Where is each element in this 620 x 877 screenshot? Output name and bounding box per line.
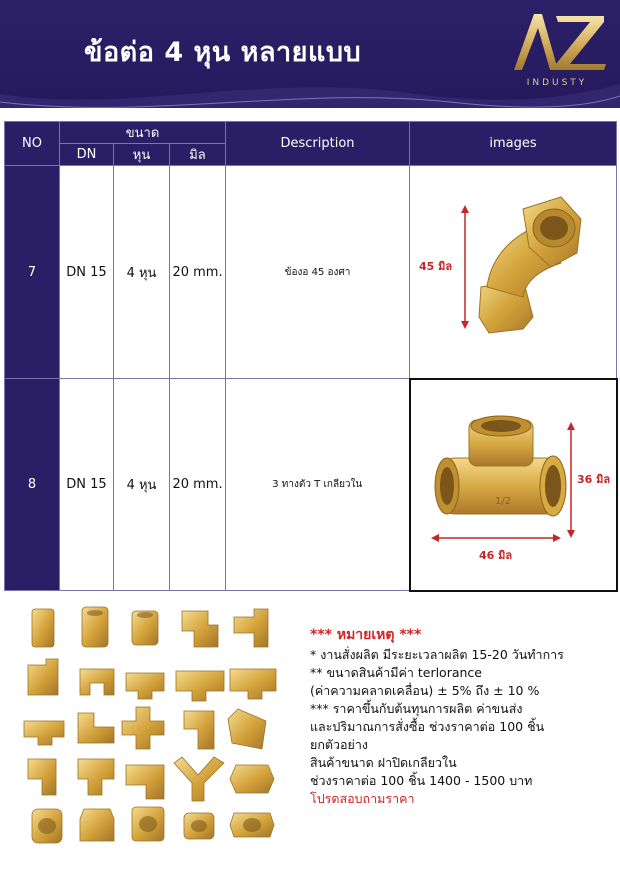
row-image-cell [410,166,617,379]
row-mm: 20 mm. [170,379,226,591]
note-line: และปริมาณการสั่งซื้อ ช่วงราคาต่อ 100 ชิ้น [310,719,545,734]
notes-section [310,626,615,808]
dimension-label-height: 45 มิล [419,259,453,273]
row-number: 7 [5,166,60,379]
contact-line: โปรดสอบถามราคา [310,791,415,806]
note-line: สินค้าขนาด ฝาปิดเกลียวใน [310,755,457,770]
header-dn: DN [60,144,114,166]
header-size: ขนาด [60,122,226,144]
note-line: ช่วงราคาต่อ 100 ชิ้น 1400 - 1500 บาท [310,773,533,788]
row-image-cell [410,379,617,591]
page-title: ข้อต่อ 4 หุน หลายแบบ [84,37,362,68]
logo-subtitle: INDUSTY [526,78,588,88]
note-line: ** ขนาดสินค้ามีค่า terlorance [310,665,482,680]
product-table-container [4,121,616,586]
row-description: 3 ทางตัว T เกลียวใน [226,379,410,591]
row-hun: 4 หุน [114,166,170,379]
header-no: NO [5,122,60,166]
note-line: (ค่าความคลาดเคลื่อน) ± 5% ถึง ± 10 % [310,683,540,698]
fittings-collage [18,603,288,848]
dimension-label-width: 46 มิล [479,548,513,562]
header-banner [0,0,620,108]
fittings-collage-image [18,603,288,848]
note-line: *** ราคาขึ้นกับต้นทุนการผลิต ค่าขนส่ง [310,701,523,716]
size-stamp: 1/2 [495,495,512,507]
table-row [5,166,617,379]
header-mm: มิล [170,144,226,166]
row-mm: 20 mm. [170,166,226,379]
note-line: ยกตัวอย่าง [310,737,368,752]
header-images: images [410,122,617,166]
row-description: ข้องอ 45 องศา [226,166,410,379]
row-dn: DN 15 [60,166,114,379]
note-line: * งานสั่งผลิต มีระยะเวลาผลิต 15-20 วันทำการ [310,647,564,662]
header-hun: หุน [114,144,170,166]
row-hun: 4 หุน [114,379,170,591]
dimension-label-height: 36 มิล [577,472,611,486]
table-row [5,379,617,591]
product-table [4,121,618,592]
notes-title: *** หมายเหตุ *** [310,627,422,643]
row-dn: DN 15 [60,379,114,591]
header-description: Description [226,122,410,166]
row-number: 8 [5,379,60,591]
